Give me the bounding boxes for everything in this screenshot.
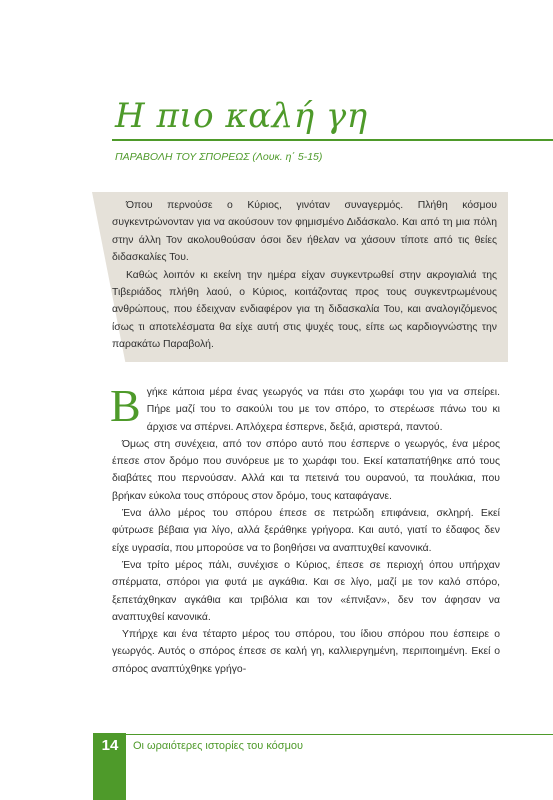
intro-paragraph-1: Όπου περνούσε ο Κύριος, γινόταν συναγερμός. Πλήθη κόσμου συγκεντρώνονταν για να ακούσουν τον φημισμένο Διδάσκαλο. Και από τη μια πόλη στην άλλη Τον ακολουθούσαν όσοι δεν ήθελαν να χάσουν τίποτε από τις θείες διδασκαλίες Του. [112, 200, 497, 264]
body-paragraph-1 [110, 380, 500, 436]
body-paragraph-5: Υπήρχε και ένα τέταρτο μέρος του σπόρου, του ίδιου σπόρου που έσπειρε ο γεωργός. Αυτός ο σπόρος έπεσε σε καλή γη, καλλιεργημένη, περιποιημένη. Εκεί ο σπόρος αναπτύχθηκε γρήγο- [112, 629, 500, 675]
title-divider [112, 139, 553, 141]
body-paragraph-1-text: γήκε κάποια μέρα ένας γεωργός να πάει στο χωράφι του για να σπείρει. Πήρε μαζί του το σακούλι του με τον σπόρο, το στερέωσε πάνω του κι άρχισε να σπέρνει. Απλόχερα έσπερνε, δεξιά, αριστερά, παντού. [146, 387, 500, 433]
story-title: Η πιο καλή γη [115, 96, 368, 136]
intro-box [112, 197, 497, 354]
intro-paragraph-2: Καθώς λοιπόν κι εκείνη την ημέρα είχαν συγκεντρωθεί στην ακρογιαλιά της Τιβεριάδος πλήθη λαού, ο Κύριος, κοιτάζοντας προς τους συγκεντρωμένους ανθρώπους, που έδειχναν ενδιαφέρον για τη διδασκαλία Του, και αναλογιζόμενος ίσως τι αποτελέσματα θα είχε αυτή στις ψυχές τους, είπε ως καρδιογνώστης την παρακάτω Παραβολή. [112, 269, 497, 351]
running-book-title: Οι ωραιότερες ιστορίες του κόσμου [133, 740, 304, 752]
body-paragraph-2: Όμως στη συνέχεια, από τον σπόρο αυτό που έσπερνε ο γεωργός, ένα μέρος έπεσε στον δρόμο που συνόρευε με το χωράφι του. Εκεί καταπατήθηκε από τους διαβάτες που περνούσαν. Αλλά και τα πετεινά του ουρανού, τα πουλάκια, που βρήκαν εύκολα τους σπόρους στον δρόμο, τους καταφάγανε. [112, 438, 500, 502]
story-subtitle: ΠΑΡΑΒΟΛΗ ΤΟΥ ΣΠΟΡΕΩΣ (Λουκ. η΄ 5-15) [115, 151, 323, 163]
page-number: 14 [101, 737, 119, 754]
body-paragraph-4: Ένα τρίτο μέρος πάλι, συνέχισε ο Κύριος, έπεσε σε περιοχή όπου υπήρχαν σπέρματα, σπόροι για φυτά με αγκάθια. Και σε λίγο, μαζί με τον καλό σπόρο, ξεπετάχθηκαν αγκάθια και τριβόλια και τον «έπνιξαν», δεν τον άφησαν να αναπτυχθεί κανονικά. [112, 559, 500, 623]
drop-cap: Β [110, 380, 141, 431]
footer-divider [126, 734, 553, 735]
story-body [110, 380, 500, 678]
body-paragraph-3: Ένα άλλο μέρος του σπόρου έπεσε σε πετρώδη επιφάνεια, σκληρή. Εκεί φύτρωσε βέβαια για λίγο, αλλά ξεράθηκε γρήγορα. Και αυτό, γιατί το έδαφος δεν είχε υγρασία, που μπορούσε να το βοηθήσει να αναπτυχθεί κανονικά. [112, 508, 500, 554]
